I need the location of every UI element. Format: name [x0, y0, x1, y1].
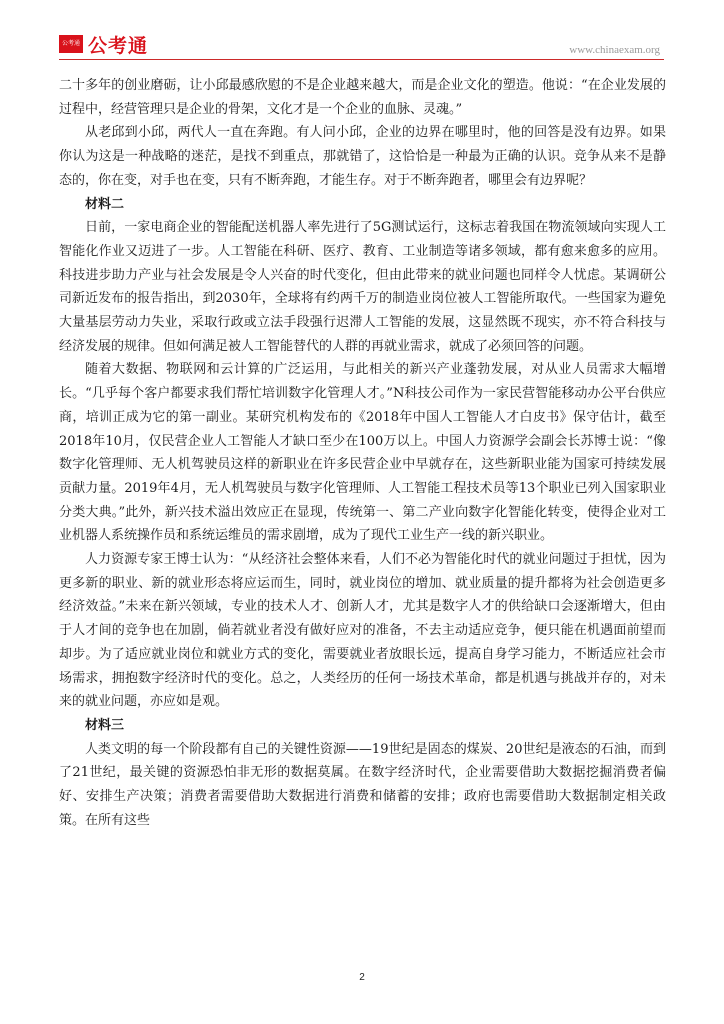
paragraph: 日前，一家电商企业的智能配送机器人率先进行了5G测试运行，这标志着我国在物流领域向实现人工智能化作业又迈进了一步。人工智能在科研、医疗、教育、工业制造等诸多领域，都有愈来愈多的应用。科技进步助力产业与社会发展是令人兴奋的时代变化，但由此带来的就业问题也同样令人忧虑。某调研公司新近发布的报告指出，到2030年，全球将有约两千万的制造业岗位被人工智能所取代。一些国家为避免大量基层劳动力失业，采取行政或立法手段强行迟滞人工智能的发展，这显然既不现实，亦不符合科技与经济发展的规律。但如何满足被人工智能替代的人群的再就业需求，就成了必须回答的问题。: [59, 220, 666, 354]
page-number: 2: [359, 972, 365, 983]
header-divider: [59, 59, 664, 60]
document-body: [59, 74, 666, 833]
paragraph: 人类文明的每一个阶段都有自己的关键性资源——19世纪是固态的煤炭、20世纪是液态的石油，而到了21世纪，最关键的资源恐怕非无形的数据莫属。在数字经济时代，企业需要借助大数据挖掘消费者偏好、安排生产决策；消费者需要借助大数据进行消费和储蓄的安排；政府也需要借助大数据制定相关政策。在所有这些: [59, 741, 666, 828]
paragraph: 随着大数据、物联网和云计算的广泛运用，与此相关的新兴产业蓬勃发展，对从业人员需求大幅增长。“几乎每个客户都要求我们帮忙培训数字化管理人才。”N科技公司作为一家民营智能移动办公平台供应商，培训正成为它的第一副业。某研究机构发布的《2018年中国人工智能人才白皮书》保守估计，截至2018年10月，仅民营企业人工智能人才缺口至少在100万以上。中国人力资源学会副会长苏博士说：“像数字化管理师、无人机驾驶员这样的新职业在许多民营企业中早就存在，这些新职业能为国家可持续发展贡献力量。2019年4月，无人机驾驶员与数字化管理师、人工智能工程技术员等13个职业已列入国家职业分类大典。”此外，新兴技术溢出效应正在显现，传统第一、第二产业向数字化智能化转变，使得企业对工业机器人系统操作员和系统运维员的需求剧增，成为了现代工业生产一线的新兴职业。: [59, 362, 666, 544]
site-url[interactable]: www.chinaexam.org: [569, 44, 660, 56]
section-heading: 材料三: [85, 717, 125, 733]
logo-text: 公考通: [88, 35, 149, 57]
paragraph: 人力资源专家王博士认为：“从经济社会整体来看，人们不必为智能化时代的就业问题过于担忧，因为更多新的职业、新的就业形态将应运而生，同时，就业岗位的增加、就业质量的提升都将为社会创造更多经济效益。”未来在新兴领域，专业的技术人才、创新人才，尤其是数字人才的供给缺口会逐渐增大，但由于人才间的竞争也在加剧，倘若就业者没有做好应对的准备，不去主动适应竞争，便只能在机遇面前望而却步。为了适应就业岗位和就业方式的变化，需要就业者放眼长远，提高自身学习能力，不断适应社会市场需求，拥抱数字经济时代的变化。总之，人类经历的任何一场技术革命，都是机遇与挑战并存的，对未来的就业问题，亦应如是观。: [59, 552, 666, 710]
paragraph: 从老邱到小邱，两代人一直在奔跑。有人问小邱，企业的边界在哪里时，他的回答是没有边界。如果你认为这是一种战略的迷茫，是找不到重点，那就错了，这恰恰是一种最为正确的认识。竞争从来不是静态的，你在变，对手也在变，只有不断奔跑，才能生存。对于不断奔跑者，哪里会有边界呢？: [59, 125, 666, 188]
section-heading: 材料二: [85, 196, 125, 212]
logo-badge: 公考通: [59, 35, 83, 53]
paragraph: 二十多年的创业磨砺，让小邱最感欣慰的不是企业越来越大，而是企业文化的塑造。他说：“在企业发展的过程中，经营管理只是企业的骨架，文化才是一个企业的血脉、灵魂。”: [59, 78, 666, 117]
page-header: [0, 0, 724, 70]
